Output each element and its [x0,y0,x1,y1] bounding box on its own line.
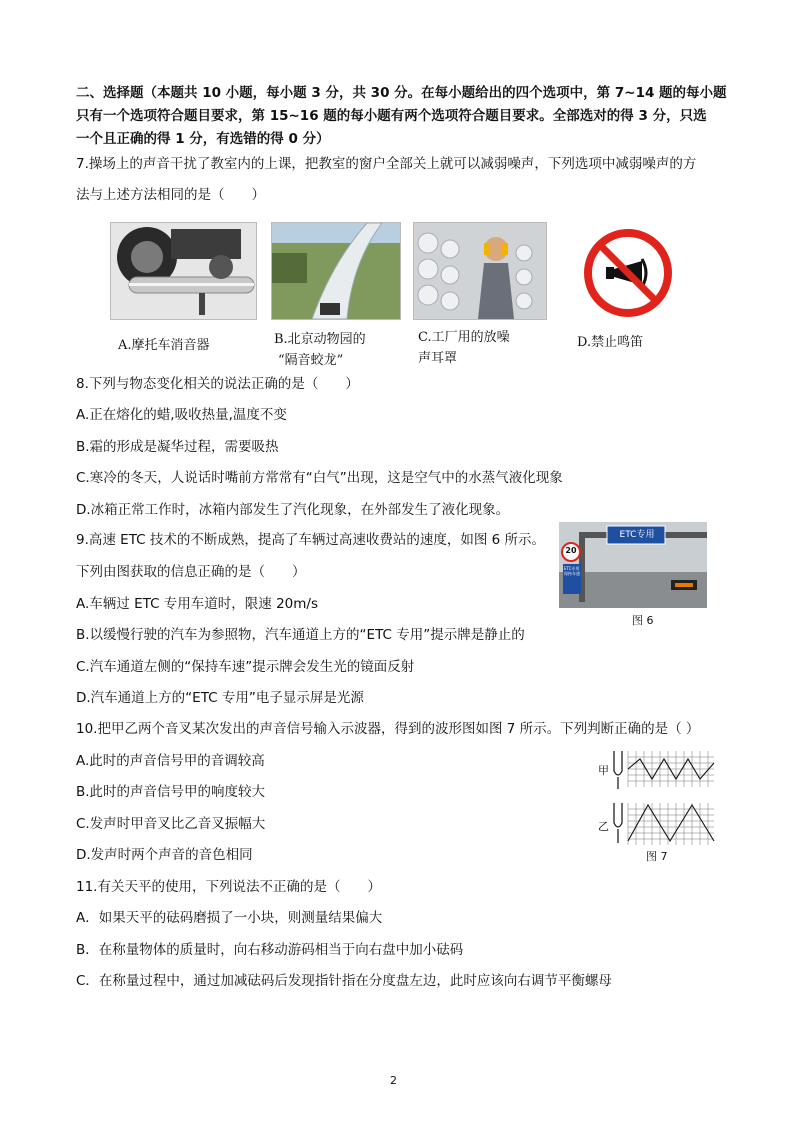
waveform-label-jia: 甲 [598,764,609,777]
section-header-line-1: 二、选择题（本题共 10 小题，每小题 3 分，共 30 分。在每小题给出的四个选项中，第 7~14 题的每小题 [76,85,727,101]
q8-option-a: A.正在熔化的蜡,吸收热量,温度不变 [76,407,287,423]
figure-6-label: 图 6 [632,614,654,627]
q10-option-c: C.发声时甲音叉比乙音叉振幅大 [76,816,266,832]
q9-stem-line-1: 9.高速 ETC 技术的不断成熟，提高了车辆过高速收费站的速度，如图 6 所示。 [76,532,546,548]
sound-barrier-tunnel-image [271,222,401,320]
waveform-label-yi: 乙 [598,820,609,833]
q9-option-b: B.以缓慢行驶的汽车为参照物，汽车通道上方的“ETC 专用”提示牌是静止的 [76,627,525,643]
q10-option-a: A.此时的声音信号甲的音调较高 [76,753,265,769]
q9-option-c: C.汽车通道左侧的“保持车速”提示牌会发生光的镜面反射 [76,659,415,675]
tuning-fork-yi-icon [614,803,622,843]
q11-option-a: A．如果天平的砝码磨损了一小块，则测量结果偏大 [76,910,383,926]
motorcycle-muffler-image [110,222,257,320]
speed-limit-text: 20 [565,546,577,555]
q11-stem: 11.有关天平的使用，下列说法不正确的是（ ） [76,879,381,895]
q8-stem: 8.下列与物态变化相关的说法正确的是（ ） [76,376,359,392]
waveform-figure [610,749,716,849]
q7-option-c-line-1: C.工厂用的放噪 [418,330,510,345]
figure-7-label: 图 7 [646,850,668,863]
q8-option-c: C.寒冷的冬天，人说话时嘴前方常常有“白气”出现，这是空气中的水蒸气液化现象 [76,470,563,486]
waveform-grid-jia [628,751,714,787]
section-header-line-3: 一个且正确的得 1 分，有选错的得 0 分） [76,131,330,147]
etc-toll-photo [559,522,707,608]
q7-option-b-line-2: “隔音蛟龙” [278,353,344,368]
q11-option-b: B．在称量物体的质量时，向右移动游码相当于向右盘中加小砝码 [76,942,464,958]
waveform-yi [628,805,714,841]
q10-stem: 10.把甲乙两个音叉某次发出的声音信号输入示波器，得到的波形图如图 7 所示。下列判断正确的是（ ） [76,721,700,737]
q11-option-c: C．在称量过程中，通过加减砝码后发现指针指在分度盘左边，此时应该向右调节平衡螺母 [76,973,612,989]
keep-speed-sign-text: ETC专用 保持车速 [564,566,580,576]
tuning-fork-jia-icon [614,751,622,789]
no-honking-sign-icon [584,229,672,317]
section-header-line-2: 只有一个选项符合题目要求，第 15~16 题的每小题有两个选项符合题目要求。全部选对的得 3 分，只选 [76,108,707,124]
q7-stem-line-2: 法与上述方法相同的是（ ） [76,187,265,203]
q9-stem-line-2: 下列由图获取的信息正确的是（ ） [76,564,306,580]
q9-option-a: A.车辆过 ETC 专用车道时，限速 20m/s [76,596,318,612]
etc-sign-text: ETC专用 [619,530,655,540]
q8-option-b: B.霜的形成是凝华过程，需要吸热 [76,439,279,455]
q10-option-d: D.发声时两个声音的音色相同 [76,847,253,863]
q8-option-d: D.冰箱正常工作时，冰箱内部发生了汽化现象，在外部发生了液化现象。 [76,502,510,518]
q9-option-d: D.汽车通道上方的“ETC 专用”电子显示屏是光源 [76,690,364,706]
q7-option-b-line-1: B.北京动物园的 [274,332,366,347]
q7-stem-line-1: 7.操场上的声音干扰了教室内的上课，把教室的窗户全部关上就可以减弱噪声，下列选项中减弱噪声的方 [76,156,697,172]
q7-option-d: D.禁止鸣笛 [577,335,644,350]
q10-option-b: B.此时的声音信号甲的响度较大 [76,784,266,800]
q7-option-c-line-2: 声耳罩 [418,351,458,366]
factory-earmuff-image [413,222,547,320]
page-number: 2 [390,1074,397,1087]
q7-option-a: A.摩托车消音器 [118,338,210,353]
